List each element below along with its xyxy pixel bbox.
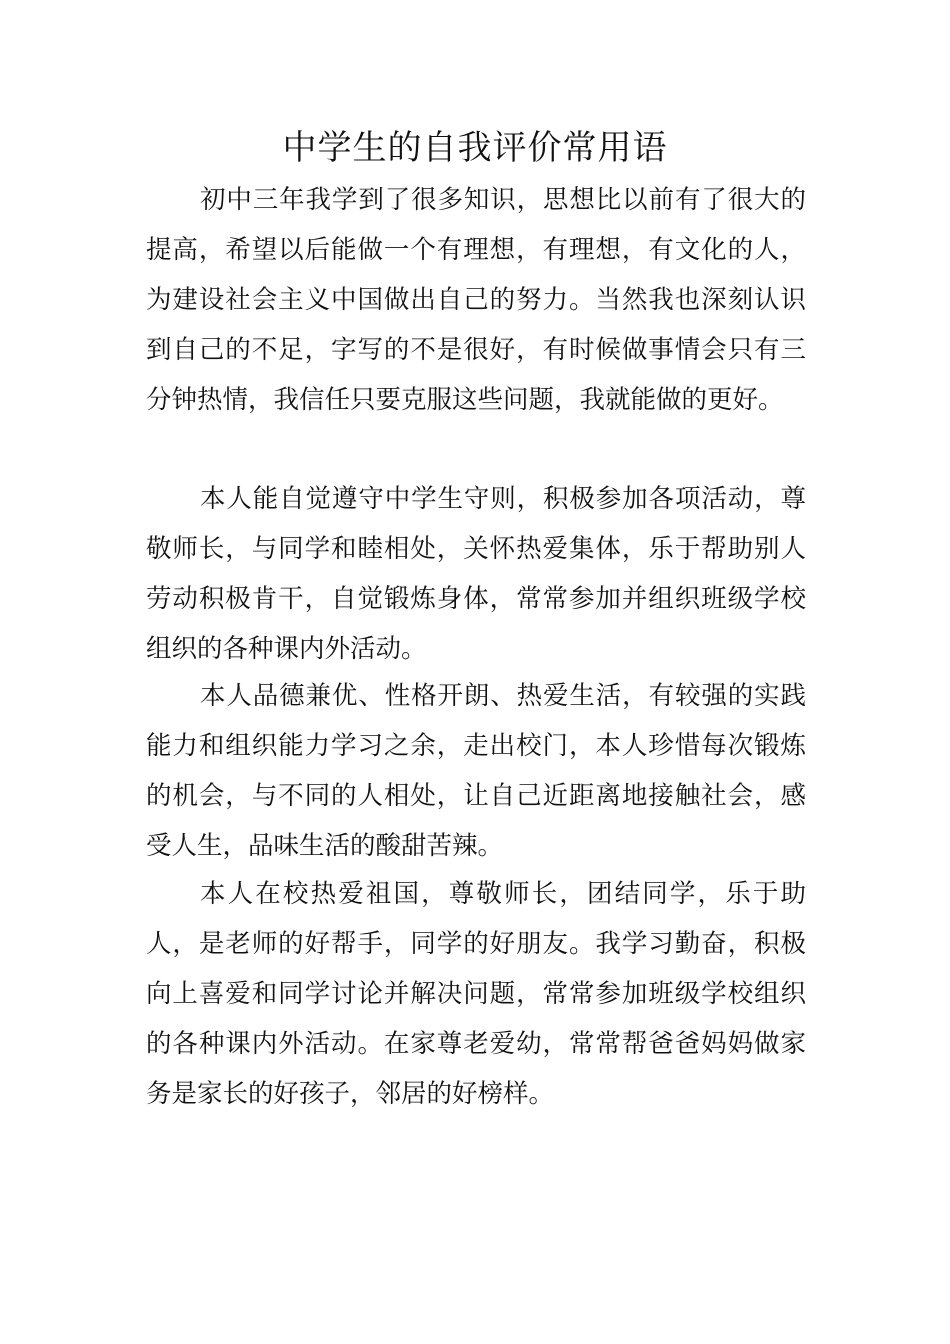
paragraph-4: 本人在校热爱祖国，尊敬师长，团结同学，乐于助人，是老师的好帮手，同学的好朋友。我学习勤奋，积极向上喜爱和同学讨论并解决问题，常常参加班级学校组织的各种课内外活动。在家尊老爱幼，常常帮爸爸妈妈做家务是家长的好孩子，邻居的好榜样。 (146, 879, 806, 1109)
document-title: 中学生的自我评价常用语 (282, 128, 668, 168)
paragraph-3: 本人品德兼优、性格开朗、热爱生活，有较强的实践能力和组织能力学习之余，走出校门，本人珍惜每次锻炼的机会，与不同的人相处，让自己近距离地接触社会，感受人生，品味生活的酸甜苦辣。 (146, 681, 806, 861)
paragraph-2: 本人能自觉遵守中学生守则，积极参加各项活动，尊敬师长，与同学和睦相处，关怀热爱集体，乐于帮助别人劳动积极肯干，自觉锻炼身体，常常参加并组织班级学校组织的各种课内外活动。 (146, 484, 806, 664)
paragraph-1: 初中三年我学到了很多知识，思想比以前有了很大的提高，希望以后能做一个有理想，有理想，有文化的人，为建设社会主义中国做出自己的努力。当然我也深刻认识到自己的不足，字写的不是很好，有时候做事情会只有三分钟热情，我信任只要克服这些问题，我就能做的更好。 (146, 185, 806, 415)
